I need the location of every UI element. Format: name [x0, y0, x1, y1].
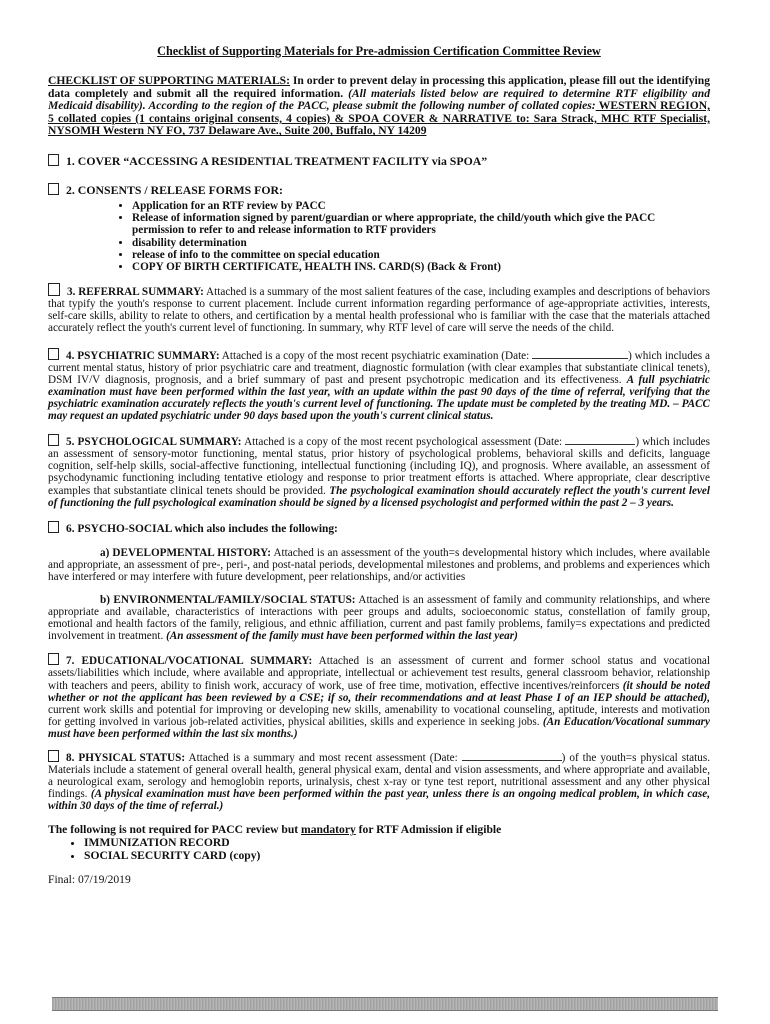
psychological-summary-text-b: ) which includes an assessment of sensory-motor functioning, mental status, prior history of psychological problems, behavioral skills and deficits, language cognition, self-help skills, social-affective functioning, intellectual functioning (including IQ), and prognosis. Where available, an assessment of psychodynamic functioning including tentative etiology and response to prior treatment efforts is attached. Where appropriate, clear descriptive examples that substantiate clinical tenets should be provided.: [48, 436, 710, 497]
referral-summary-text: Attached is a summary of the most salient features of the case, including examples and descriptions of behaviors that typify the youth's response to current placement. Include current information regarding performance of age-appropriate activities, interests, self-care skills, ability to relate to others, and certification by a mental health professional who is familiar with the case that the materials attached accurately reflect the youth's current level of functioning. In summary, why RTF level of care will serve the needs of the child.: [48, 286, 710, 335]
list-item: • disability determination: [132, 237, 710, 249]
environmental-status-text: Attached is an assessment of family and community relationships, and where appropriate and available, characteristics of interactions with peer groups and adults, socioeconomic status, constellation of family group, emotional and health factors of the family, religious, and ethnic affiliation, current and past family problems, family=s expectations and predicted involvement in treatment.: [48, 593, 710, 643]
document-title: Checklist of Supporting Materials for Pre-admission Certification Committee Review: [157, 44, 601, 58]
developmental-history-text: Attached is an assessment of the youth=s developmental history which includes, where available and appropriate, an assessment of pre-, peri-, and post-natal periods, developmental milestones and problems, and problems and experiences which have interfered or may interfere with future development, peer relationships, and/or activities: [48, 546, 710, 583]
item-psychological-summary: [48, 434, 710, 509]
psychiatric-summary-text-b: ) which includes a current mental status, history of prior psychiatric care and treatment, diagnostic formulation (with clear examples that substantiate clinical tenets), DSM IV/V diagnosis, prognosis, and a brief summary of past and present psychotropic medication and its effectiveness.: [48, 349, 710, 386]
checkbox-educational-summary[interactable]: [48, 653, 59, 665]
item-educational-summary: [48, 653, 710, 740]
developmental-history: [48, 547, 710, 583]
educational-summary-text-b: current work skills and potential for improving or developing new skills, amenability to vocational counseling, aptitude, interests and motivation for getting involved in various job-related activities, physical abilities, skills and experience in seeking jobs.: [48, 703, 710, 728]
intro-paragraph: [48, 75, 710, 138]
item-consents: [48, 183, 710, 273]
mandatory-text-a: The following is not required for PACC review but: [48, 823, 302, 837]
item-referral-summary: [48, 283, 710, 334]
item-cover-label: 1. COVER “ACCESSING A RESIDENTIAL TREATMENT FACILITY via SPOA”: [66, 153, 488, 168]
checkbox-cover[interactable]: [48, 154, 59, 166]
physical-status-text-a: Attached is a summary and most recent assessment (Date:: [185, 752, 462, 764]
physical-status-text-b: ) of the youth=s physical status. Materials include a statement of general overall health, general physical exam, dental and vision assessments, and where appropriate and available, a neurological exam, serology and hemoglobin reports, urinalysis, chest x-ray or tyne test report, nutritional assessment and any other physical findings.: [48, 752, 710, 801]
psychological-summary-label: 5. PSYCHOLOGICAL SUMMARY:: [66, 436, 242, 449]
physical-status-italic: (A physical examination must have been performed within the past year, unless there is an ongoing medical problem, in which case, within 30 days of the time of referral.): [48, 788, 710, 813]
checkbox-psychological-summary[interactable]: [48, 434, 59, 446]
mandatory-section: [48, 823, 710, 862]
item-cover: [48, 154, 710, 169]
educational-summary-label: 7. EDUCATIONAL/VOCATIONAL SUMMARY:: [66, 655, 313, 668]
item-consents-label: 2. CONSENTS / RELEASE FORMS FOR:: [66, 182, 283, 197]
checkbox-psychiatric-summary[interactable]: [48, 348, 59, 360]
intro-italic: (All materials listed below are required to determine RTF eligibility and Medicaid disability). According to the region of the PACC, please submit the following number of collated copies:: [48, 86, 710, 113]
psychological-summary-text-a: Attached is a copy of the most recent psychological assessment (Date:: [241, 436, 566, 449]
checkbox-psycho-social[interactable]: [48, 521, 59, 533]
intro-text: In order to prevent delay in processing this application, please fill out the identifying data completely and submit all the required information.: [48, 74, 711, 100]
list-item: • IMMUNIZATION RECORD: [84, 837, 710, 850]
checkbox-physical-status[interactable]: [48, 750, 59, 762]
psychiatric-date-blank[interactable]: [532, 349, 628, 359]
mandatory-heading: [48, 823, 710, 836]
referral-summary-label: 3. REFERRAL SUMMARY:: [67, 286, 204, 299]
environmental-status-italic: (An assessment of the family must have been performed within the last year): [166, 630, 518, 643]
item-psychiatric-summary: [48, 348, 710, 423]
consents-list: [48, 200, 710, 273]
final-date: Final: 07/19/2019: [48, 872, 131, 886]
physical-status-label: 8. PHYSICAL STATUS:: [66, 752, 186, 764]
list-item: • Application for an RTF review by PACC: [132, 200, 710, 212]
physical-date-blank[interactable]: [462, 751, 562, 761]
environmental-status: [48, 594, 710, 642]
psychological-date-blank[interactable]: [565, 435, 635, 445]
checkbox-consents[interactable]: [48, 183, 59, 195]
psycho-social-label: 6. PSYCHO-SOCIAL which also includes the following:: [66, 522, 338, 535]
checkbox-referral-summary[interactable]: [48, 283, 60, 296]
educational-summary-italic-a: (it should be noted whether or not the applicant has been reviewed by a CSE; if so, their recommendations and at least Phase I of an IEP should be attached),: [48, 679, 711, 704]
item-physical-status: [48, 750, 710, 812]
developmental-history-label: a) DEVELOPMENTAL HISTORY:: [100, 546, 271, 559]
mandatory-list: [48, 837, 710, 862]
list-item: • release of info to the committee on special education: [132, 249, 710, 261]
intro-address: WESTERN REGION, 5 collated copies (1 contains original consents, 4 copies) & SPOA COVER & NARRATIVE to: Sara Strack, MHC RTF Specialist, NYSOMH Western NY FO, 737 Delaware Ave., Suite 200, Buffalo, NY 14209: [48, 99, 710, 138]
educational-summary-text-a: Attached is an assessment of current and former school status and vocational assets/liabilities which include, where available and appropriate, intellectual or achievement test results, general classroom behavior, relationship with teachers and peers, ability to finish work, accuracy of work, use of free time, motivation, effective incentives/reinforcers: [48, 655, 710, 692]
list-item: • Release of information signed by parent/guardian or where appropriate, the child/youth which give the PACC permission to refer to and release information to RTF providers: [132, 212, 710, 236]
document-page: [48, 44, 710, 886]
mandatory-text-b: for RTF Admission if eligible: [355, 823, 502, 837]
list-item: • SOCIAL SECURITY CARD (copy): [84, 850, 710, 863]
environmental-status-label: b) ENVIRONMENTAL/FAMILY/SOCIAL STATUS:: [100, 593, 356, 606]
intro-lead: CHECKLIST OF SUPPORTING MATERIALS:: [48, 74, 290, 87]
psychiatric-summary-text-a: Attached is a copy of the most recent psychiatric examination (Date:: [219, 349, 533, 362]
mandatory-underlined: mandatory: [301, 823, 356, 837]
psychiatric-summary-label: 4. PSYCHIATRIC SUMMARY:: [66, 349, 220, 362]
list-item: • COPY OF BIRTH CERTIFICATE, HEALTH INS. CARD(S) (Back & Front): [132, 261, 710, 273]
psychiatric-summary-italic: A full psychiatric examination must have been performed within the last year, with an update within the past 90 days of the time of referral, verifying that the psychiatric examination accurately reflects the youth's current level of functioning. The update must be completed by the treating MD. – PACC may request an updated psychiatric under 90 days based upon the youth's current clinical status.: [48, 373, 710, 423]
psychological-summary-italic: The psychological examination should accurately reflect the youth's current level of functioning the full psychological examination should be signed by a licensed psychologist and performed within the past 2 – 3 years.: [48, 484, 710, 509]
scan-footer-bar: [52, 997, 718, 1011]
educational-summary-italic-b: (An Education/Vocational summary must have been performed within the last six months.): [48, 715, 711, 740]
item-psycho-social: [48, 521, 710, 643]
